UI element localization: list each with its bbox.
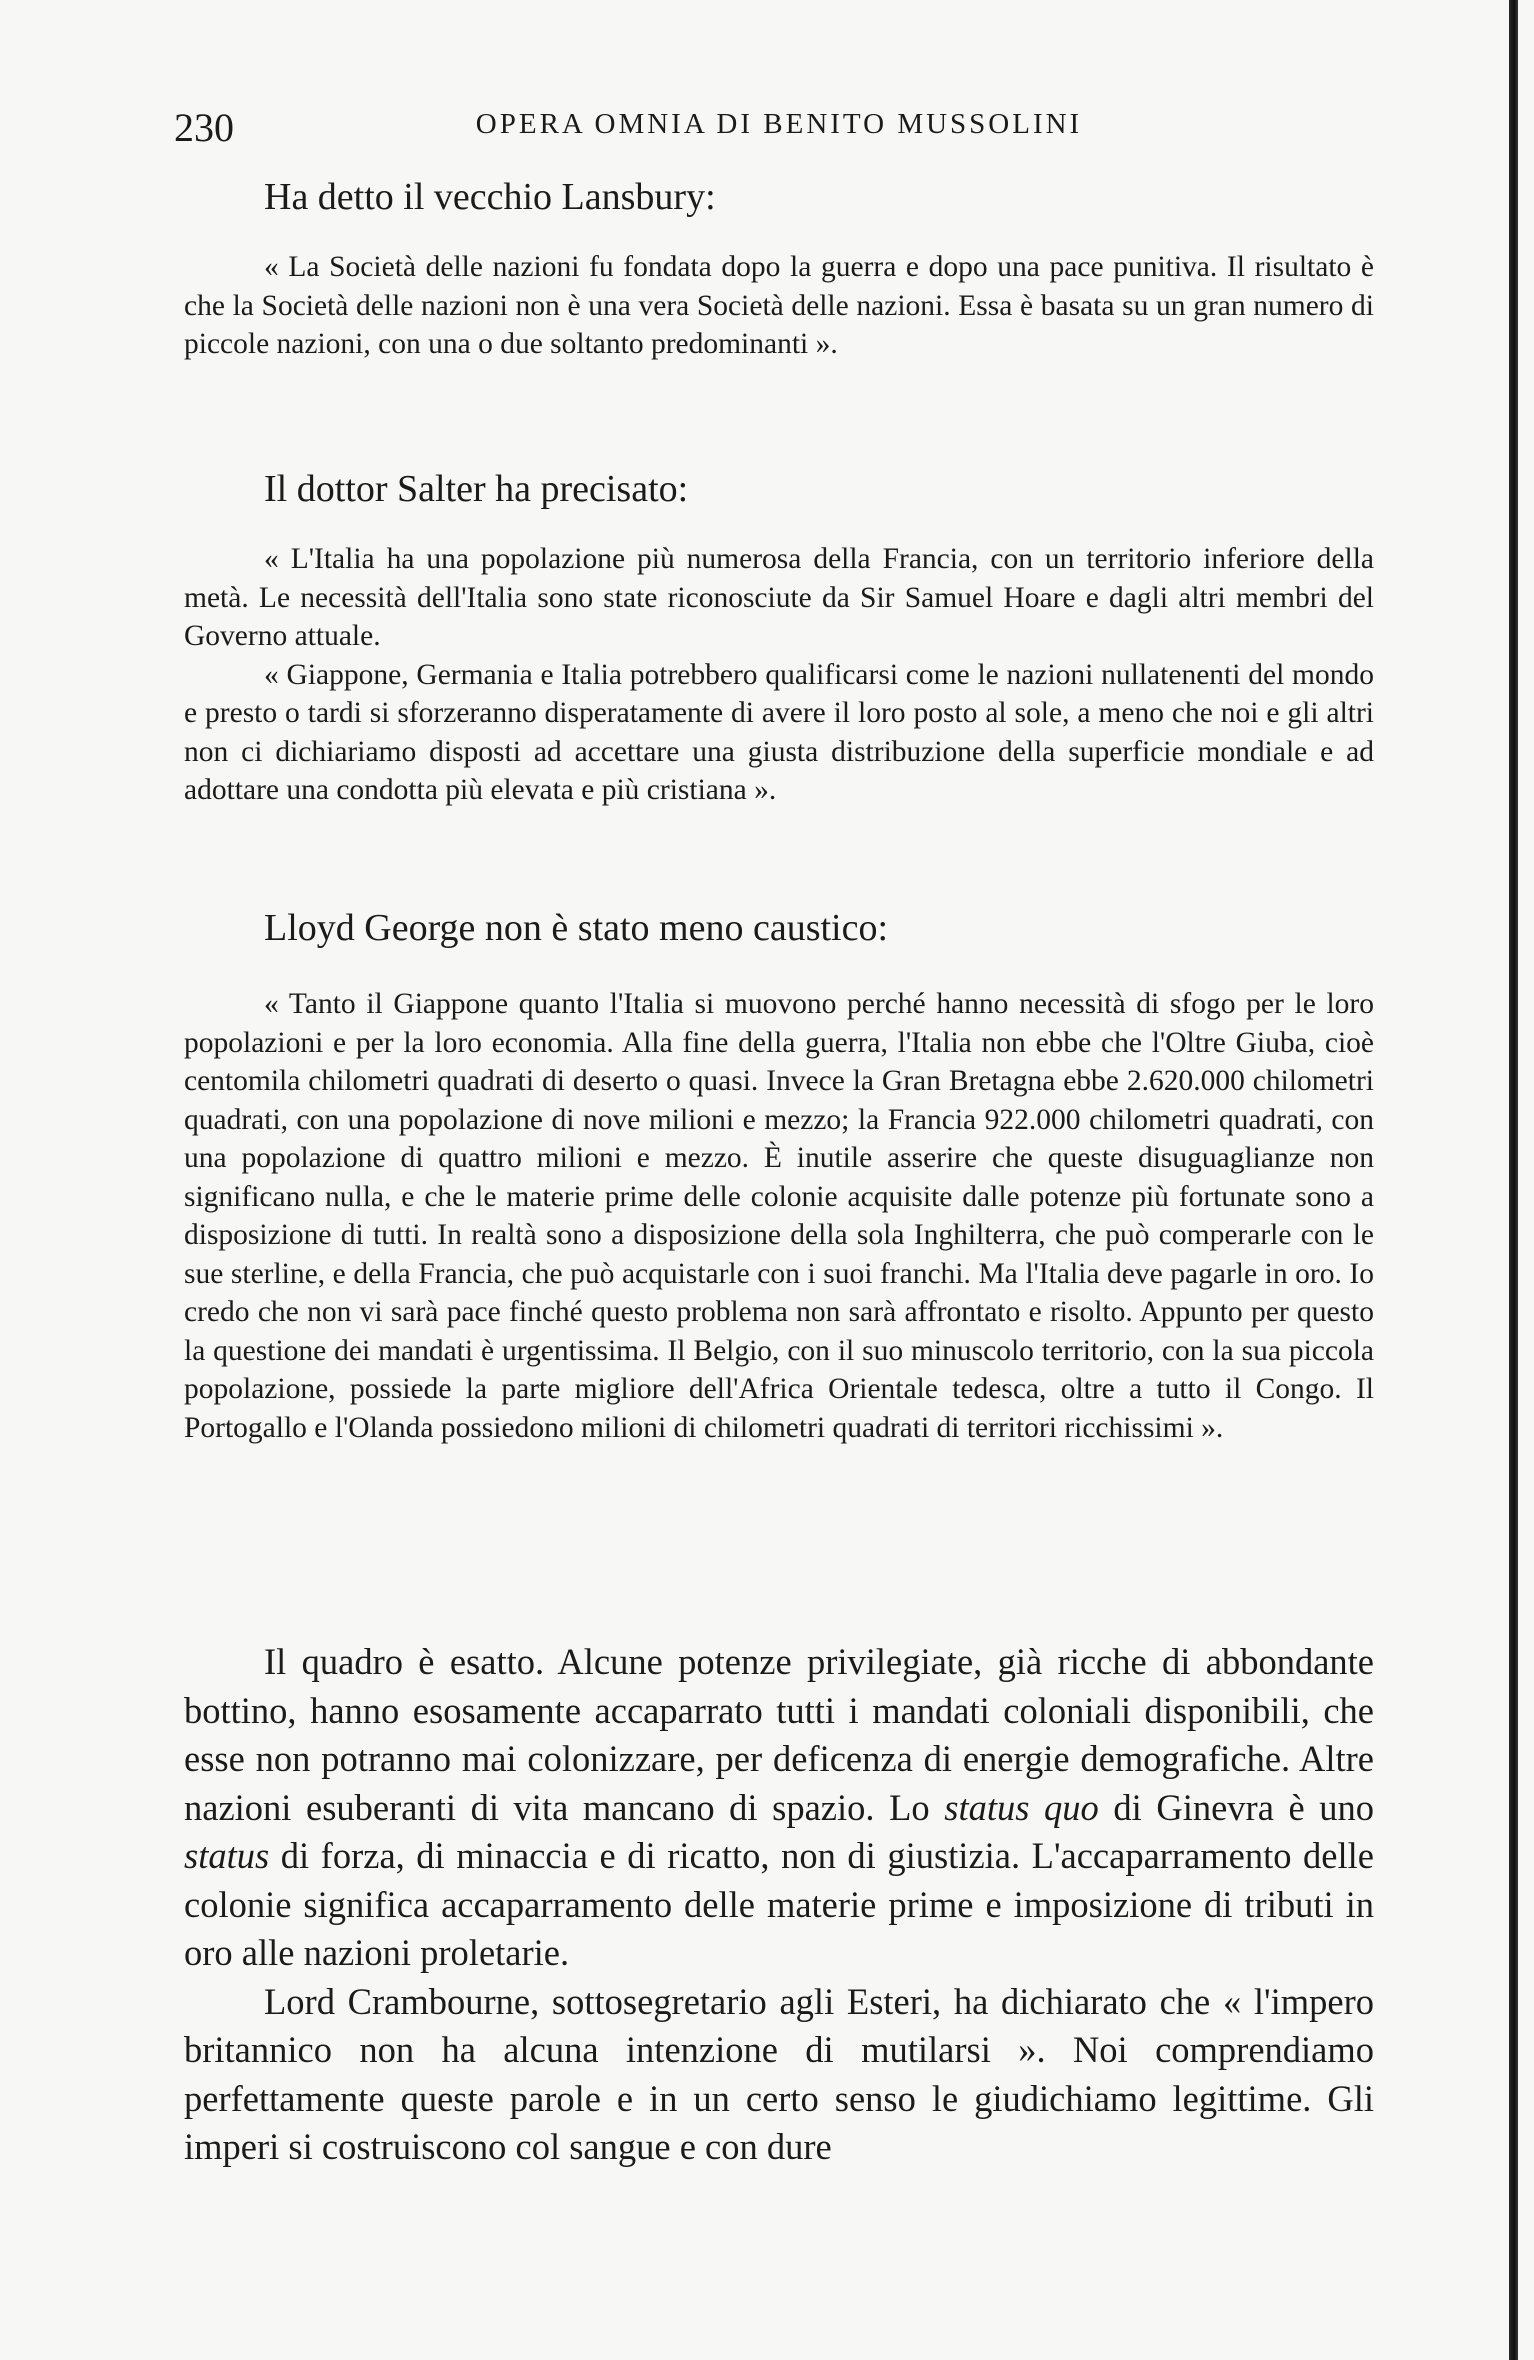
body-paragraph-quadro <box>184 1638 1374 1978</box>
quote-paragraph: « La Società delle nazioni fu fondata dopo la guerra e dopo una pace punitiva. Il risultato è che la Società delle nazioni non è una vera Società delle nazioni. Essa è basata su un gran numero di piccole nazioni, con una o due soltanto predominanti ». <box>184 251 1374 360</box>
italic-status: status <box>184 1835 270 1876</box>
text-run: di Ginevra è uno <box>1113 1786 1375 1828</box>
quote-paragraph: « Tanto il Giappone quanto l'Italia si muovono perché hanno necessità di sfogo per le loro popolazioni e per la loro economia. Alla fine della guerra, l'Italia non ebbe che l'Oltre Giuba, cioè centomila chilometri quadrati di deserto o quasi. Invece la Gran Bretagna ebbe 2.620.000 chilometri quadrati, con una popolazione di nove milioni e mezzo; la Francia 922.000 chilometri quadrati, con una popolazione di quattro milioni e mezzo. È inutile asserire che queste disuguaglianze non significano nulla, e che le materie prime delle colonie acquisite dalle potenze più fortunate sono a disposizione di tutti. In realtà sono a disposizione della sola Inghilterra, che può comperarle con le sue sterline, e della Francia, che può acquistarle con i suoi franchi. Ma l'Italia deve pagarle in oro. Io credo che non vi sarà pace finché questo problema non sarà affrontato e risolto. Appunto per questo la questione dei mandati è urgentissima. Il Belgio, con il suo minuscolo territorio, con la sua piccola popolazione, possiede la parte migliore dell'Africa Orientale tedesca, oltre a tutto il Congo. Il Portogallo e l'Olanda possiedono milioni di chilometri quadrati di territori ricchissimi ». <box>184 988 1374 1444</box>
page-edge-shadow <box>1509 0 1518 2360</box>
quote-lloyd-george <box>184 985 1374 1447</box>
quote-salter <box>184 540 1374 810</box>
quote-paragraph: « Giappone, Germania e Italia potrebbero qualificarsi come le nazioni nullatenenti del mondo e presto o tardi si sforzeranno disperatamente di avere il loro posto al sole, a meno che noi e gli altri non ci dichiariamo disposti ad accettare una giusta distribuzione della superficie mondiale e ad adottare una condotta più elevata e più cristiana ». <box>184 658 1374 806</box>
quote-lansbury <box>184 248 1374 364</box>
page-header <box>174 104 1384 164</box>
quote-paragraph: « L'Italia ha una popolazione più numerosa della Francia, con un territorio inferiore della metà. Le necessità dell'Italia sono state riconosciute da Sir Samuel Hoare e dagli altri membri del Governo attuale. <box>184 543 1374 652</box>
body-paragraph-crambourne: Lord Crambourne, sottosegretario agli Esteri, ha dichiarato che « l'impero britannico non ha alcuna intenzione di mutilarsi ». Noi comprendiamo perfettamente queste parole e in un certo senso le giudichiamo legittime. Gli imperi si costruiscono col sangue e con dure <box>184 1980 1374 2167</box>
intro-lansbury: Ha detto il vecchio Lansbury: <box>264 176 716 218</box>
body-text <box>184 1638 1374 2172</box>
intro-salter: Il dottor Salter ha precisato: <box>264 468 689 510</box>
text-run: Il quadro è esatto. Alcune potenze privilegiate, già ricche di abbondante bottino, hanno esosamente accaparrato tutti i mandati coloniali disponibili, che esse non potranno mai colonizzare, per deficenza di energie demografiche. Altre nazioni esuberanti di vita mancano di spazio. Lo <box>184 1641 1374 1828</box>
running-head: OPERA OMNIA DI BENITO MUSSOLINI <box>475 108 1083 140</box>
text-run: di forza, di minaccia e di ricatto, non di giustizia. L'accaparramento delle colonie significa accaparramento delle materie prime e imposizione di tributi in oro alle nazioni proletarie. <box>184 1835 1374 1973</box>
page-number: 230 <box>174 105 234 150</box>
italic-status-quo: status quo <box>944 1786 1099 1828</box>
intro-lloyd-george: Lloyd George non è stato meno caustico: <box>264 907 889 949</box>
